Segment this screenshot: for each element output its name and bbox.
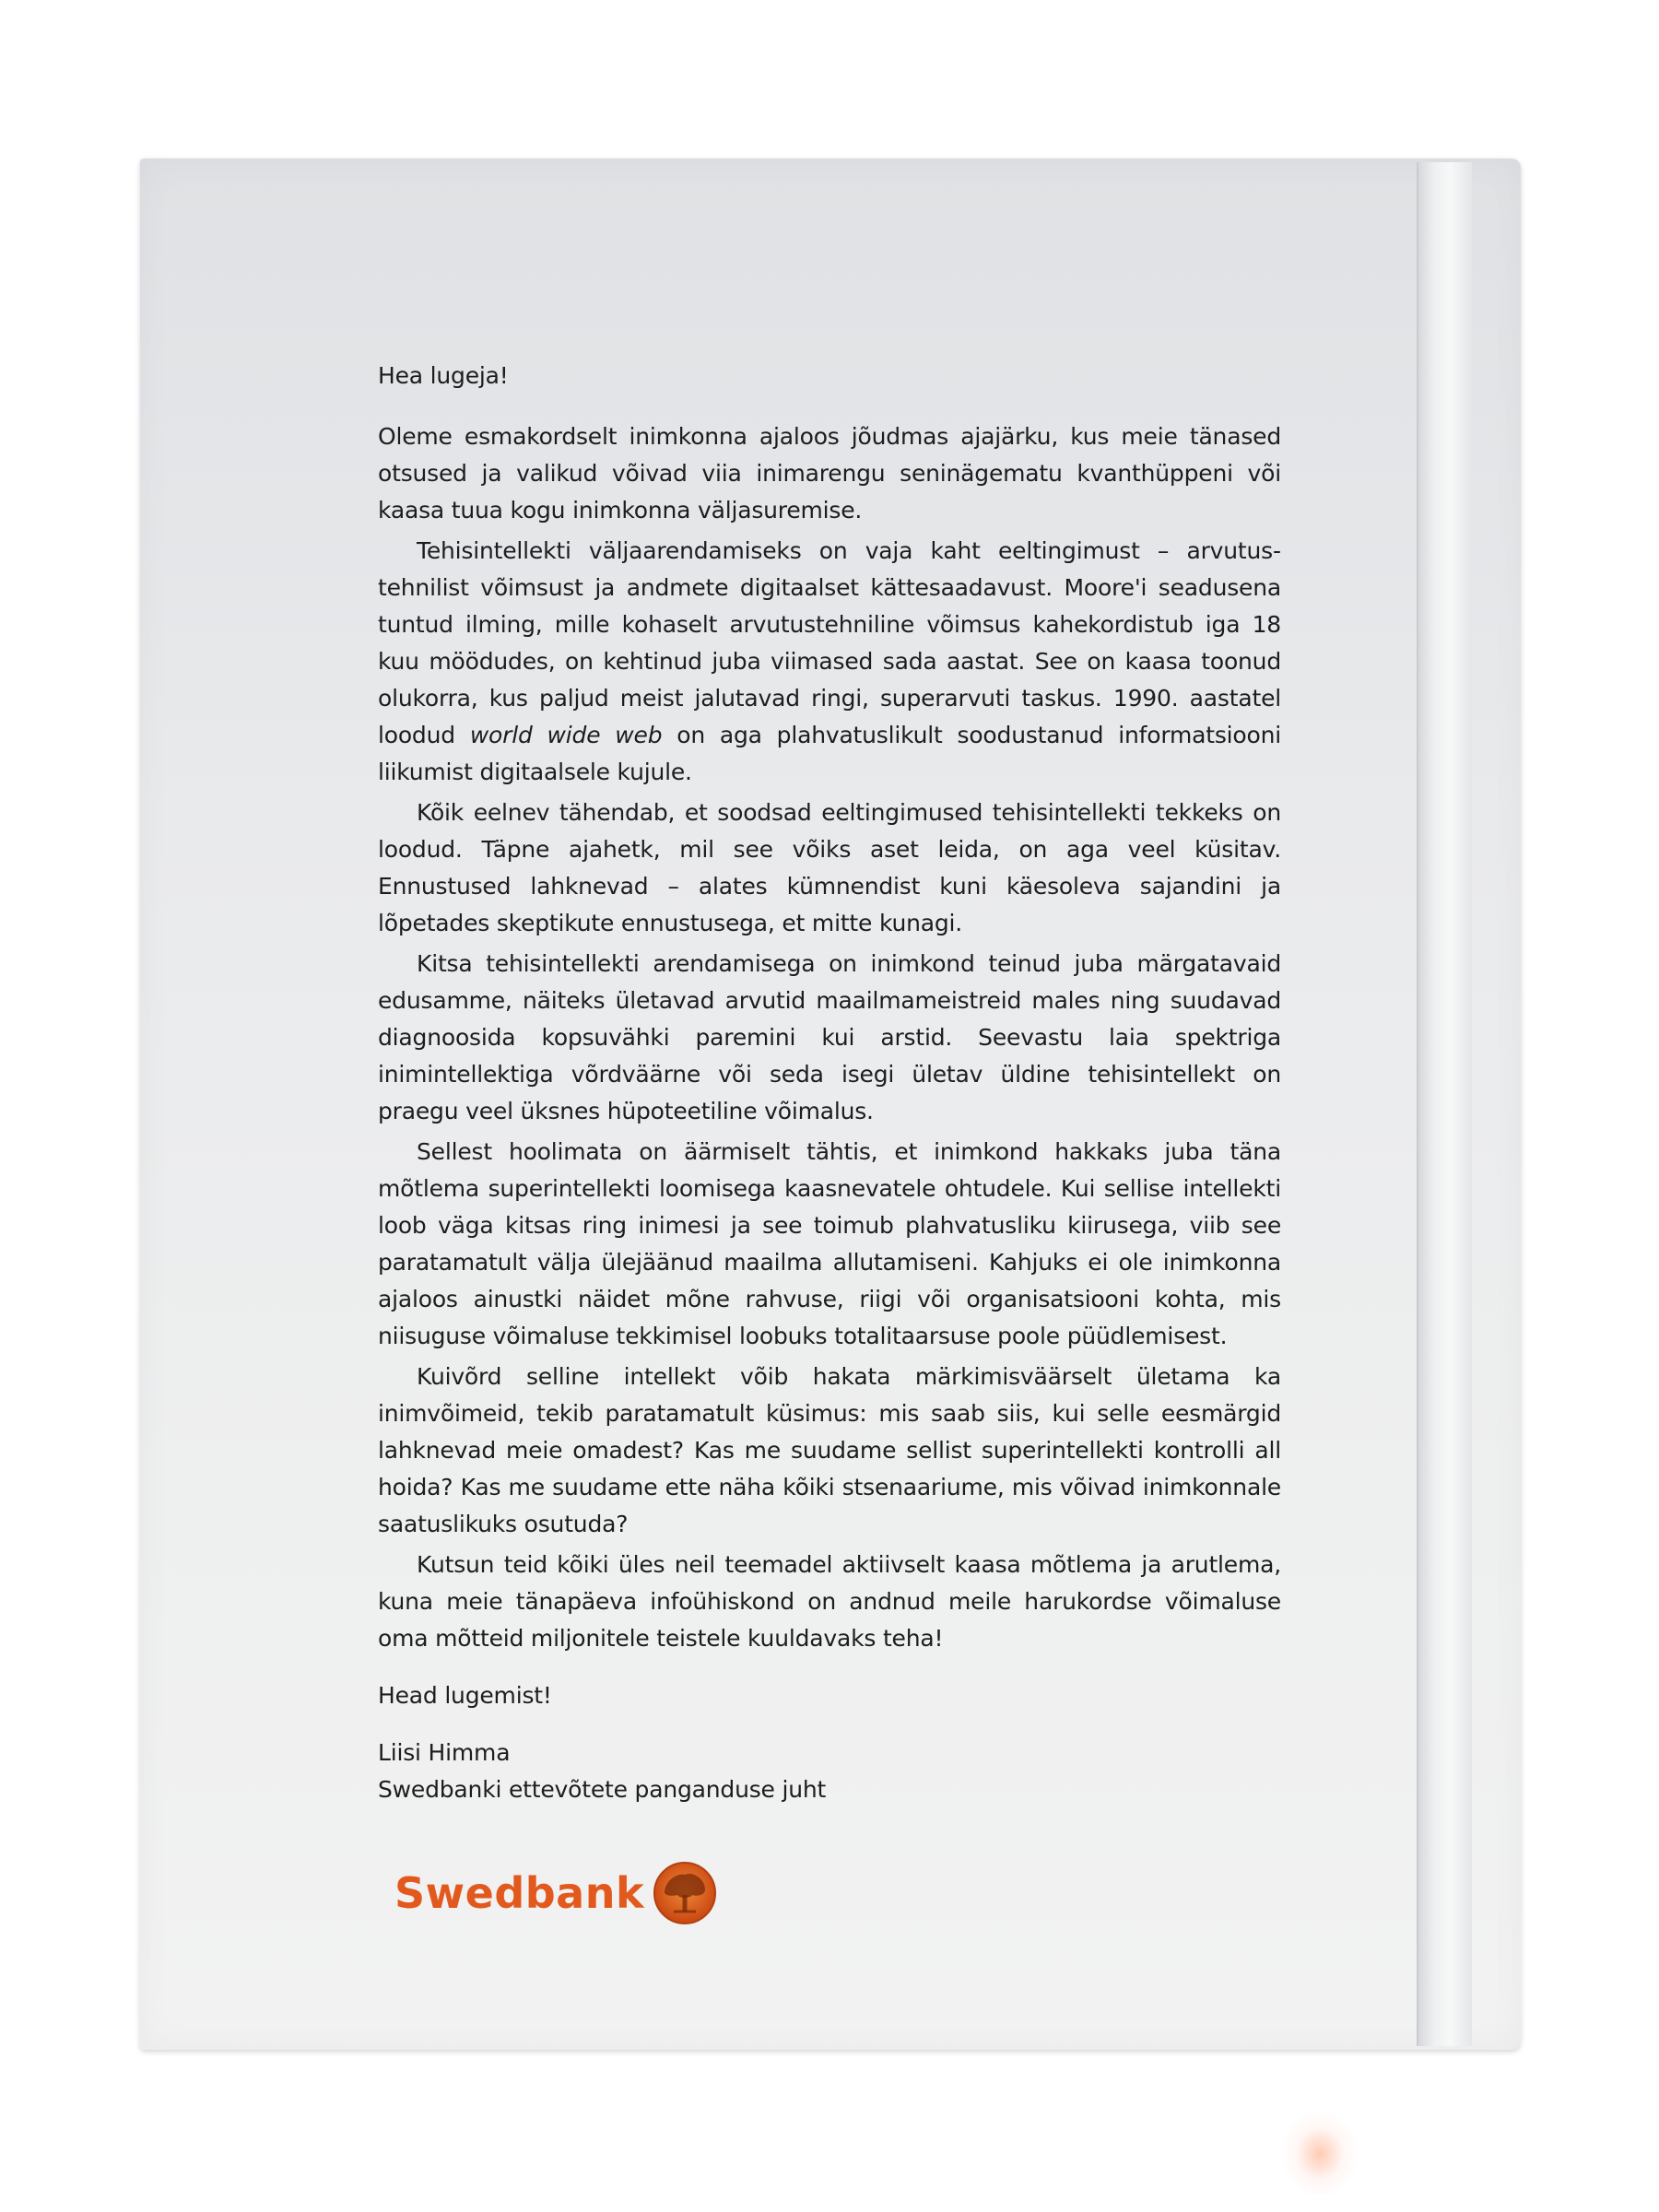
signature-name: Liisi Himma: [378, 1739, 511, 1766]
paragraph-2-text-a: Tehisintellekti väljaarendamiseks on vaja kaht eeltingimust – arvutustehnilist võimsust ja andmete digitaalset kättesaadavust. Moore'i seadusena tuntud ilming, mille kohaselt arvutustehniline võimsus kahekordistub iga 18 kuu möödudes, on kehtinud juba viimased sada aastat. See on kaasa toonud olukorra, kus paljud meist jalutavad ringi, superarvuti taskus. 1990. aastatel loodud: [378, 537, 1281, 748]
paragraph-7: Kutsun teid kõiki üles neil teemadel aktiivselt kaasa mõtlema ja arutlema, kuna meie tänapäeva infoühiskond on andnud meile harukordse võimaluse oma mõtteid miljonitele teistele kuuldavaks teha!: [378, 1551, 1281, 1652]
paragraph-2-italic: world wide web: [469, 722, 663, 748]
light-glare: [1283, 2112, 1357, 2195]
closing-line: Head lugemist!: [378, 1682, 552, 1709]
paragraph-6: Kuivõrd selline intellekt võib hakata märkimisväärselt ületama ka inimvõimeid, tekib paratamatult küsimus: mis saab siis, kui selle eesmärgid lahknevad meie omadest? Kas me suudame sellist superintellekti kontrolli all hoida? Kas me suudame ette näha kõiki stsenaariume, mis võivad inimkonnale saatuslikuks osutuda?: [378, 1363, 1281, 1537]
swedbank-logo: [394, 1860, 718, 1926]
book-spine: [1417, 162, 1472, 2046]
paragraph-4: Kitsa tehisintellekti arendamisega on inimkond teinud juba märgatavaid edusamme, näiteks ületavad arvutid maailmameistreid males ning suudavad diagnoosida kopsuvähki paremini kui arstid. Seevastu laia spektriga inimintellektiga võrdväärne või seda isegi ületav üldine tehisintellekt on praegu veel üksnes hüpoteetiline võimalus.: [378, 950, 1281, 1124]
brand-name: Swedbank: [394, 1868, 645, 1918]
paragraph-2: [378, 533, 1281, 791]
paragraph-5: Sellest hoolimata on äärmiselt tähtis, et inimkond hakkaks juba täna mõtlema superintellekti loomisega kaasnevatele ohtudele. Kui sellise intellekti loob väga kitsas ring inimesi ja see toimub plahvatusliku kiirusega, viib see paratamatult välja ülejäänud maailma allutamiseni. Kahjuks ei ole inimkonna ajaloos ainustki näidet mõne rahvuse, riigi või organisatsiooni kohta, mis niisuguse võimaluse tekkimisel loobuks totalitaarsuse poole püüdlemisest.: [378, 1138, 1281, 1349]
letter-text: [378, 358, 1281, 1808]
letter-greeting: Hea lugeja!: [378, 362, 509, 389]
paragraph-2-text-b: on aga plahvatuslikult soodustanud informatsiooni liikumist digitaalsele kujule.: [378, 722, 1281, 785]
paragraph-3: Kõik eelnev tähendab, et soodsad eeltingimused tehisintellekti tekkeks on loodud. Täpne ajahetk, mil see võiks aset leida, on aga veel küsitav. Ennustused lahknevad – alates kümnendist kuni käesoleva sajandini ja lõpetades skeptikute ennustusega, et mitte kunagi.: [378, 799, 1281, 936]
oak-tree-icon: [652, 1860, 718, 1926]
signature-title: Swedbanki ettevõtete panganduse juht: [378, 1776, 827, 1803]
paragraph-1: Oleme esmakordselt inimkonna ajaloos jõudmas ajajärku, kus meie tänased otsused ja valikud võivad viia inimarengu seninägematu kvanthüppeni või kaasa tuua kogu inimkonna väljasuremise.: [378, 423, 1281, 524]
